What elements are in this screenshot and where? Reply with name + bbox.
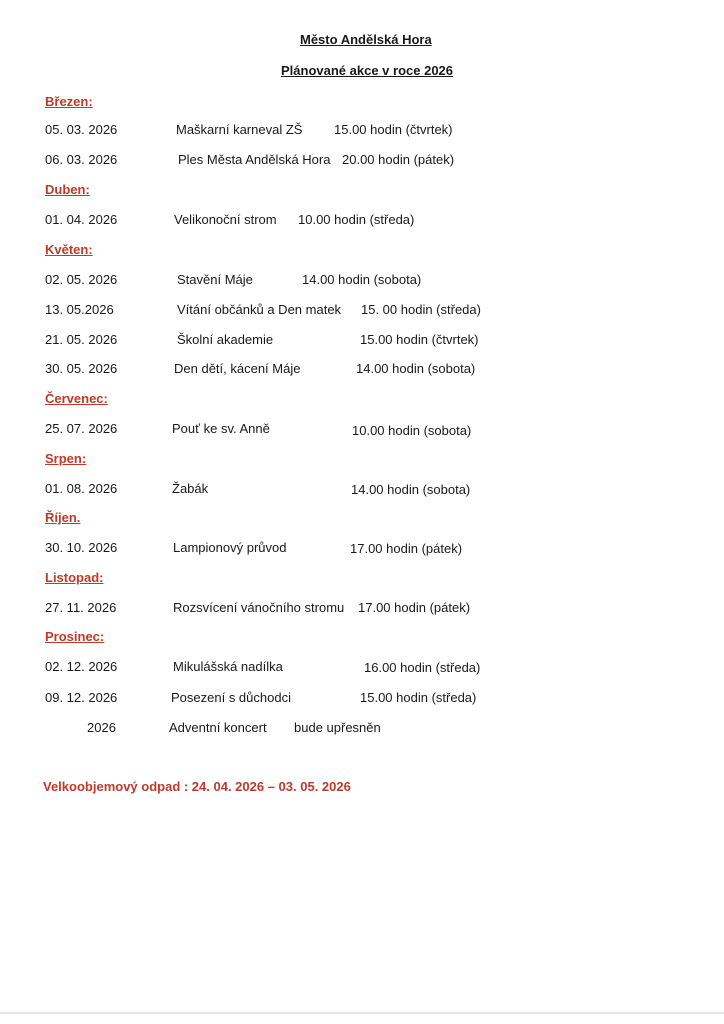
event-name: Vítání občánků a Den matek bbox=[177, 302, 342, 317]
event-date: 27. 11. 2026 bbox=[45, 600, 117, 615]
event-name: Velikonoční strom bbox=[174, 212, 277, 227]
event-time: bude upřesněn bbox=[294, 720, 381, 735]
event-date: 13. 05.2026 bbox=[45, 302, 114, 317]
event-date: 30. 10. 2026 bbox=[45, 540, 118, 555]
event-date: 05. 03. 2026 bbox=[45, 122, 118, 137]
event-name: Rozsvícení vánočního stromu bbox=[173, 600, 345, 615]
page-title: Město Andělská Hora bbox=[300, 32, 432, 47]
event-name: Školní akademie bbox=[177, 332, 274, 347]
month-heading: Prosinec: bbox=[45, 629, 105, 644]
event-name: Adventní koncert bbox=[169, 720, 267, 735]
event-name: Mikulášská nadílka bbox=[173, 659, 283, 674]
month-heading: Březen: bbox=[45, 94, 93, 109]
event-date: 02. 12. 2026 bbox=[45, 659, 118, 674]
event-name: Stavění Máje bbox=[177, 272, 253, 287]
event-date: 06. 03. 2026 bbox=[45, 152, 118, 167]
event-date: 09. 12. 2026 bbox=[45, 690, 118, 705]
event-time: 14.00 hodin (sobota) bbox=[351, 482, 471, 497]
event-name: Lampionový průvod bbox=[173, 540, 287, 555]
event-date: 01. 04. 2026 bbox=[45, 212, 118, 227]
month-heading: Červenec: bbox=[45, 391, 108, 406]
event-date: 21. 05. 2026 bbox=[45, 332, 118, 347]
event-name: Ples Města Andělská Hora bbox=[178, 152, 331, 167]
event-date: 02. 05. 2026 bbox=[45, 272, 118, 287]
event-date: 25. 07. 2026 bbox=[45, 421, 118, 436]
event-name: Pouť ke sv. Anně bbox=[172, 421, 270, 436]
event-time: 15.00 hodin (čtvrtek) bbox=[360, 332, 479, 347]
bulky-waste-note: Velkoobjemový odpad : 24. 04. 2026 – 03. 05. 2026 bbox=[43, 779, 351, 794]
event-name: Posezení s důchodci bbox=[171, 690, 291, 705]
month-heading: Listopad: bbox=[45, 570, 104, 585]
event-time: 14.00 hodin (sobota) bbox=[302, 272, 422, 287]
event-time: 17.00 hodin (pátek) bbox=[350, 541, 463, 556]
event-time: 14.00 hodin (sobota) bbox=[356, 361, 476, 376]
event-time: 16.00 hodin (středa) bbox=[364, 660, 481, 675]
month-heading: Duben: bbox=[45, 182, 90, 197]
month-heading: Květen: bbox=[45, 242, 93, 257]
event-name: Maškarní karneval ZŠ bbox=[176, 122, 303, 137]
month-heading: Srpen: bbox=[45, 451, 87, 466]
event-time: 15.00 hodin (čtvrtek) bbox=[334, 122, 453, 137]
event-time: 10.00 hodin (středa) bbox=[298, 212, 415, 227]
event-time: 20.00 hodin (pátek) bbox=[342, 152, 455, 167]
event-time: 17.00 hodin (pátek) bbox=[358, 600, 471, 615]
event-name: Den dětí, kácení Máje bbox=[174, 361, 301, 376]
event-name: Žabák bbox=[172, 481, 209, 496]
event-time: 15.00 hodin (středa) bbox=[360, 690, 477, 705]
event-date: 01. 08. 2026 bbox=[45, 481, 118, 496]
event-time: 10.00 hodin (sobota) bbox=[352, 423, 472, 438]
event-time: 15. 00 hodin (středa) bbox=[361, 302, 481, 317]
scan-edge-divider bbox=[0, 1012, 724, 1014]
month-heading: Říjen. bbox=[45, 510, 81, 525]
event-date: 2026 bbox=[87, 720, 116, 735]
event-date: 30. 05. 2026 bbox=[45, 361, 118, 376]
page-subtitle: Plánované akce v roce 2026 bbox=[281, 63, 454, 78]
